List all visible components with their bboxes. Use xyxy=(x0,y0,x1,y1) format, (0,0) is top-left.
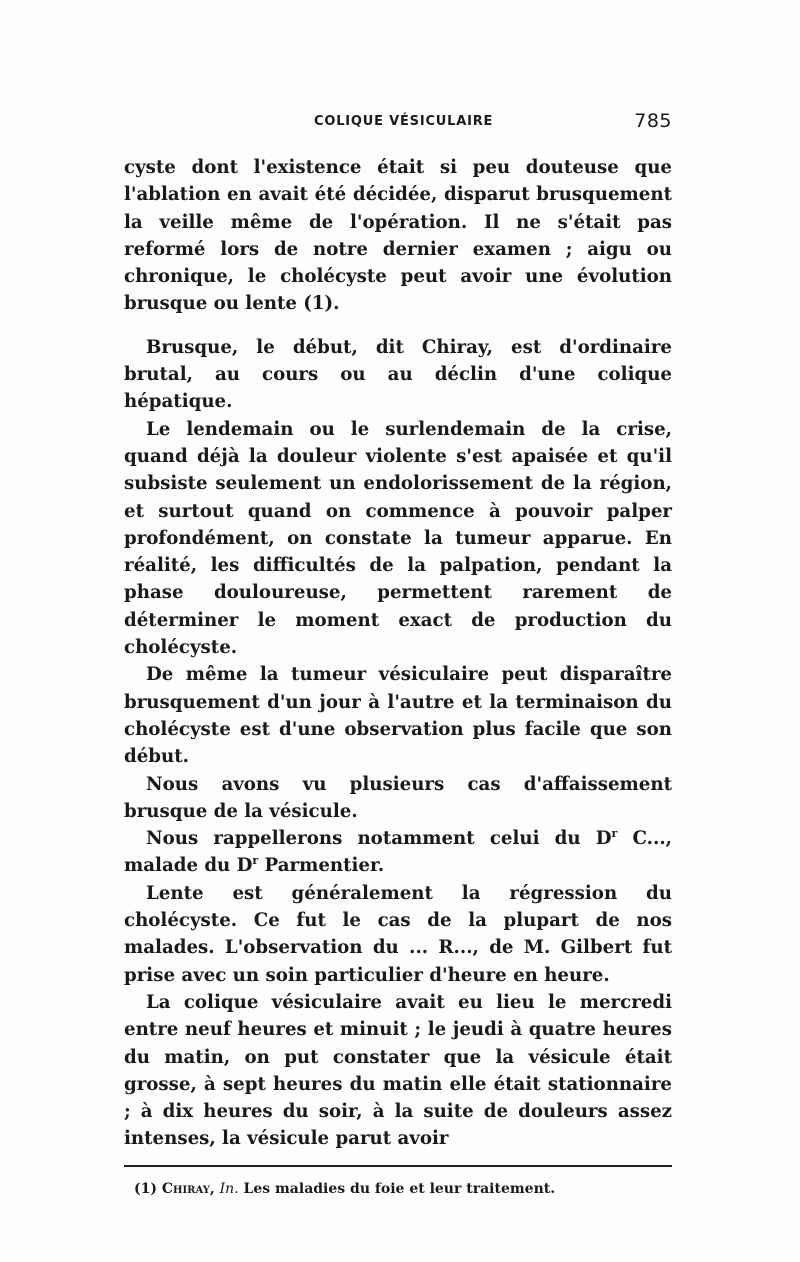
paragraph-8: La colique vésiculaire avait eu lieu le mercredi entre neuf heures et minuit ; le jeudi à quatre heures du matin, on put constater que la vésicule était grosse, à sept heures du matin elle était stationnaire ; à dix heures du soir, à la suite de douleurs assez intenses, la vésicule parut avoir xyxy=(124,991,672,1150)
paragraph-5: Nous avons vu plusieurs cas d'affaissement brusque de la vésicule. xyxy=(124,773,672,822)
p6-sup-2: r xyxy=(252,854,259,868)
page-number: 785 xyxy=(634,110,672,132)
footnote-in: In. xyxy=(219,1180,239,1197)
footnote-rule xyxy=(124,1165,672,1167)
p6-text-a: Nous rappellerons notamment celui du D xyxy=(146,828,612,850)
paragraph-6 xyxy=(124,825,672,880)
p6-sup-1: r xyxy=(611,827,618,841)
footnote-text: Les maladies du foie et leur traitement. xyxy=(243,1180,556,1197)
paragraph-2: Brusque, le début, dit Chiray, est d'ordinaire brutal, au cours ou au déclin d'une colique hépatique. xyxy=(124,336,672,413)
footnote-marker: (1) xyxy=(134,1180,157,1197)
paragraph-3: Le lendemain ou le surlendemain de la crise, quand déjà la douleur violente s'est apaisée et qu'il subsiste seulement un endolorissement de la région, et surtout quand on commence à pouvoir palper profondément, on constate la tumeur apparue. En réalité, les difficultés de la palpation, pendant la phase douloureuse, permettent rarement de déterminer le moment exact de production du cholécyste. xyxy=(124,418,672,659)
paragraph-7: Lente est généralement la régression du cholécyste. Ce fut le cas de la plupart de nos malades. L'observation du ... R..., de M. Gilbert fut prise avec un soin particulier d'heure en heure. xyxy=(124,882,672,986)
p6-text-b: C..., malade du D xyxy=(124,828,672,877)
running-title: COLIQUE VÉSICULAIRE xyxy=(314,114,494,129)
paragraph-4: De même la tumeur vésiculaire peut disparaître brusquement d'un jour à l'autre et la terminaison du cholécyste est d'une observation plus facile que son début. xyxy=(124,664,672,768)
footnote xyxy=(124,1181,672,1197)
paragraph-1: cyste dont l'existence était si peu douteuse que l'ablation en avait été décidée, disparut brusquement la veille même de l'opération. Il ne s'était pas reformé lors de notre dernier examen ; aigu ou chronique, le cholécyste peut avoir une évolution brusque ou lente (1). xyxy=(124,157,672,315)
p6-text-c: Parmentier. xyxy=(258,855,385,877)
body-text xyxy=(124,154,672,1153)
footnote-author: Chiray, xyxy=(161,1180,215,1197)
running-header xyxy=(124,110,672,136)
book-page xyxy=(124,110,672,1197)
